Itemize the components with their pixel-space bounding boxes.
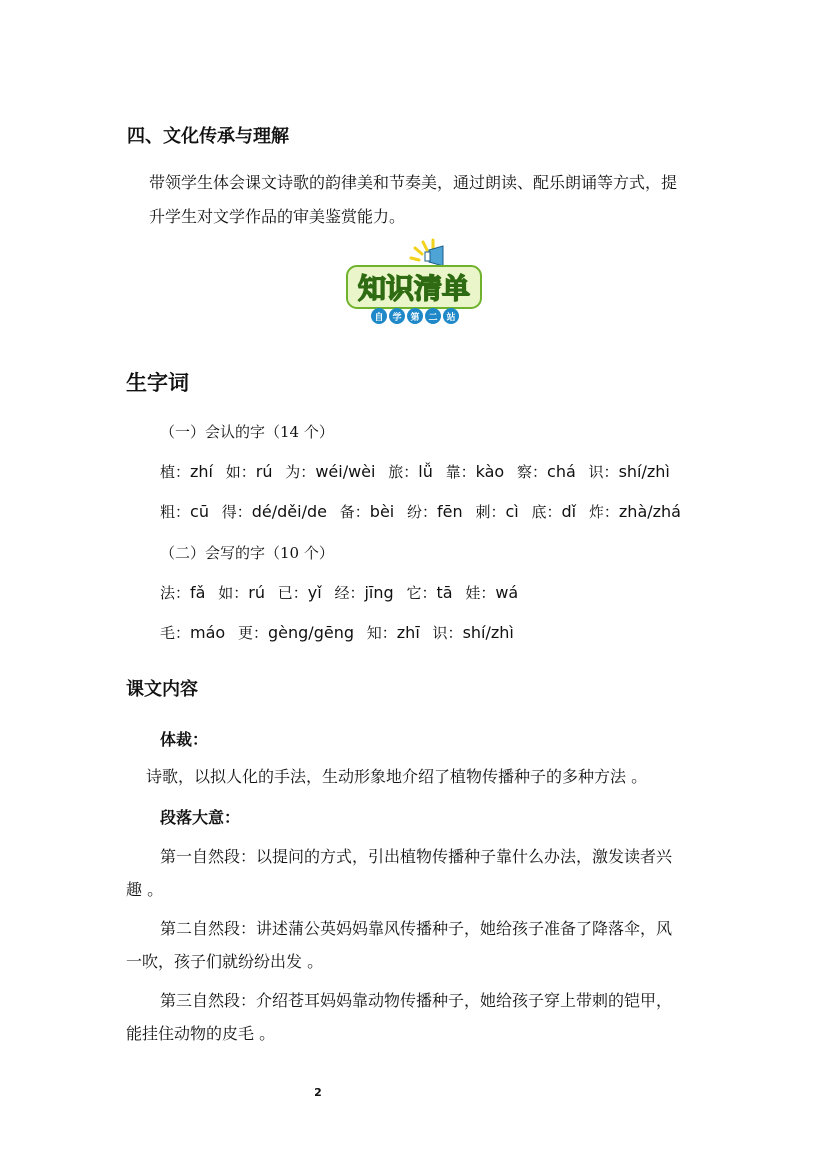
vocab-pinyin: dé/děi/de (251, 502, 327, 521)
vocab-row (160, 501, 689, 522)
vocab-row (160, 461, 678, 482)
vocab-char: 法： (160, 584, 191, 602)
vocab-pinyin: kào (475, 462, 505, 481)
vocab-heading: 生字词 (126, 371, 189, 395)
vocab-char: 如： (225, 463, 256, 481)
vocab-char: 植： (160, 463, 191, 481)
content-heading: 课文内容 (126, 679, 198, 700)
vocab-char: 察： (517, 463, 548, 481)
vocab-row (160, 622, 522, 643)
vocab-pinyin: lǚ (418, 462, 433, 481)
vocab-pinyin: tā (436, 583, 453, 602)
page-number: 2 (314, 1086, 322, 1099)
vocab-pinyin: gèng/gēng (268, 623, 354, 642)
section-title: 四、文化传承与理解 (127, 126, 289, 147)
vocab-pinyin: cū (190, 502, 209, 521)
vocab-pinyin: yǐ (307, 583, 322, 602)
vocab-pinyin: dǐ (561, 502, 577, 521)
vocab-pinyin: shí/zhì (618, 462, 670, 481)
vocab-char: 识： (588, 463, 619, 481)
vocab-char: 得： (221, 503, 252, 521)
paragraph-summary-label: 段落大意： (160, 808, 241, 827)
badge-char: 二 (428, 313, 438, 323)
vocab-row (160, 582, 526, 603)
logo-title: 知识清单 (357, 272, 471, 305)
vocab-pinyin: rú (248, 583, 265, 602)
summary-line: 能挂住动物的皮毛 。 (126, 1024, 276, 1043)
vocab-pinyin: chá (547, 462, 576, 481)
logo-badge-row (371, 308, 459, 324)
vocab-char: 经： (334, 584, 365, 602)
vocab-pinyin: cì (505, 502, 519, 521)
vocab-pinyin: shí/zhì (462, 623, 514, 642)
vocab-char: 已： (277, 584, 308, 602)
genre-label: 体裁： (160, 730, 209, 749)
logo-graphic (345, 236, 485, 326)
vocab-pinyin: zhí (190, 462, 213, 481)
vocab-pinyin: zhà/zhá (618, 502, 681, 521)
vocab-char: 毛： (160, 624, 191, 642)
vocab-pinyin: bèi (369, 502, 395, 521)
vocab-pinyin: jīng (364, 583, 394, 602)
vocab-char: 它： (406, 584, 437, 602)
knowledge-list-logo (345, 236, 485, 326)
section-paragraph-line: 升学生对文学作品的审美鉴赏能力。 (149, 207, 406, 226)
vocab-char: 炸： (588, 503, 619, 521)
vocab-pinyin: máo (190, 623, 226, 642)
vocab-char: 靠： (445, 463, 476, 481)
summary-line: 趣 。 (126, 880, 164, 899)
summary-line: 第三自然段：介绍苍耳妈妈靠动物传播种子，她给孩子穿上带刺的铠甲， (160, 991, 673, 1010)
vocab-pinyin: wéi/wèi (315, 462, 376, 481)
badge-char: 第 (410, 313, 420, 323)
vocab-char: 旅： (388, 463, 419, 481)
vocab-char: 识： (432, 624, 463, 642)
vocab-pinyin: fǎ (190, 583, 206, 602)
vocab-char: 如： (218, 584, 249, 602)
write-title: （二）会写的字（10 个） (160, 544, 334, 562)
vocab-char: 更： (237, 624, 268, 642)
vocab-pinyin: fēn (437, 502, 463, 521)
vocab-char: 刺： (475, 503, 506, 521)
badge-char: 学 (392, 313, 402, 323)
vocab-char: 知： (366, 624, 397, 642)
vocab-char: 为： (285, 463, 316, 481)
vocab-pinyin: zhī (396, 623, 420, 642)
summary-line: 第一自然段：以提问的方式，引出植物传播种子靠什么办法，激发读者兴 (160, 847, 673, 866)
vocab-char: 底： (531, 503, 562, 521)
recognize-title: （一）会认的字（14 个） (160, 423, 334, 441)
vocab-pinyin: wá (495, 583, 519, 602)
vocab-char: 娃： (465, 584, 496, 602)
vocab-char: 纷： (407, 503, 438, 521)
vocab-char: 粗： (160, 503, 191, 521)
badge-char: 自 (374, 313, 384, 323)
summary-line: 一吹，孩子们就纷纷出发 。 (126, 952, 324, 971)
vocab-char: 备： (339, 503, 370, 521)
section-paragraph-line: 带领学生体会课文诗歌的韵律美和节奏美，通过朗读、配乐朗诵等方式，提 (149, 173, 678, 192)
vocab-pinyin: rú (255, 462, 273, 481)
badge-char: 站 (446, 313, 456, 323)
summary-line: 第二自然段：讲述蒲公英妈妈靠风传播种子，她给孩子准备了降落伞，风 (160, 919, 673, 938)
genre-text: 诗歌，以拟人化的手法，生动形象地介绍了植物传播种子的多种方法 。 (146, 767, 648, 786)
